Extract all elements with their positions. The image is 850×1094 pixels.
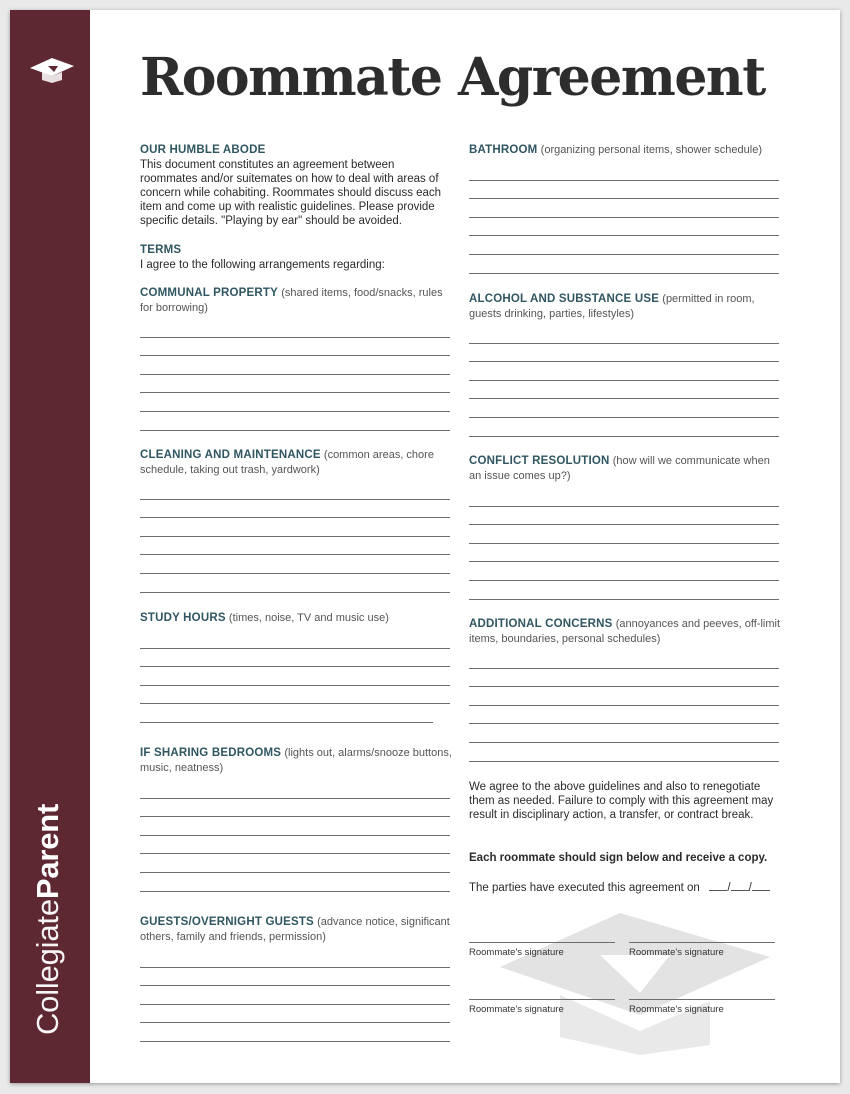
executed-text: The parties have executed this agreement on (469, 882, 700, 894)
date-month-field[interactable] (709, 880, 727, 891)
date-year-field[interactable] (752, 880, 770, 891)
additional-concerns-heading: ADDITIONAL CONCERNS (469, 618, 613, 630)
intro-section (140, 143, 452, 228)
study-hours-heading: STUDY HOURS (140, 612, 226, 624)
communal-property-heading: COMMUNAL PROPERTY (140, 287, 278, 299)
conflict-section (469, 454, 784, 483)
additional-concerns-lines[interactable] (469, 650, 779, 762)
bathroom-note: (organizing personal items, shower schedule) (540, 144, 763, 156)
guests-heading: GUESTS/OVERNIGHT GUESTS (140, 916, 314, 928)
sharing-bedrooms-lines[interactable] (140, 780, 450, 892)
sharing-bedrooms-heading: IF SHARING BEDROOMS (140, 747, 282, 759)
communal-property-lines[interactable] (140, 319, 450, 431)
intro-body: This document constitutes an agreement between roommates and/or suitemates on how to deal with areas of concern while cohabiting. Roommates should discuss each item and come up with realistic guidelines. Please provide specific details. "Playing by ear" should be avoided. (140, 158, 442, 227)
guests-note: (advance notice, significant others, family and friends, permission) (140, 916, 450, 943)
page-title: Roommate Agreement (140, 47, 765, 108)
brand-name-light: Collegiate (30, 899, 65, 1035)
guests-section (140, 915, 452, 944)
guests-lines[interactable] (140, 949, 450, 1042)
alcohol-section (469, 292, 784, 321)
signature-label-2: Roommate's signature (629, 947, 724, 958)
cleaning-heading: CLEANING AND MAINTENANCE (140, 449, 321, 461)
signature-line-1[interactable] (469, 942, 615, 943)
brand-wordmark (32, 804, 63, 1035)
sign-instruction-text: Each roommate should sign below and receive a copy. (469, 852, 768, 864)
cleaning-note: (common areas, chore schedule, taking out trash, yardwork) (140, 449, 434, 476)
cleaning-section (140, 448, 452, 477)
communal-property-section (140, 286, 452, 315)
signature-line-3[interactable] (469, 999, 615, 1000)
signature-line-2[interactable] (629, 942, 775, 943)
alcohol-note: (permitted in room, guests drinking, parties, lifestyles) (469, 293, 755, 320)
bathroom-heading: BATHROOM (469, 144, 538, 156)
intro-heading: OUR HUMBLE ABODE (140, 144, 266, 156)
signature-line-4[interactable] (629, 999, 775, 1000)
brand-logo-icon (28, 56, 76, 84)
cleaning-lines[interactable] (140, 481, 450, 593)
sign-instruction (469, 851, 787, 866)
terms-section (140, 243, 452, 272)
signature-label-3: Roommate's signature (469, 1004, 564, 1015)
conflict-lines[interactable] (469, 488, 779, 600)
brand-watermark-icon (480, 905, 780, 1055)
document-page (10, 10, 840, 1083)
study-hours-note: (times, noise, TV and music use) (228, 612, 389, 624)
conflict-note: (how will we communicate when an issue comes up?) (469, 455, 770, 482)
bathroom-lines[interactable] (469, 162, 779, 274)
sharing-bedrooms-section (140, 746, 452, 775)
alcohol-heading: ALCOHOL AND SUBSTANCE USE (469, 293, 660, 305)
alcohol-lines[interactable] (469, 325, 779, 437)
signature-label-1: Roommate's signature (469, 947, 564, 958)
brand-name-bold: Parent (30, 803, 65, 900)
date-day-field[interactable] (731, 880, 749, 891)
additional-concerns-section (469, 617, 784, 646)
date-separator: / (748, 882, 752, 894)
study-hours-lines[interactable] (140, 630, 450, 723)
date-separator: / (727, 882, 731, 894)
agreement-text: We agree to the above guidelines and also to renegotiate them as needed. Failure to comply with this agreement may result in disciplinary action, a transfer, or contract break. (469, 781, 774, 821)
sharing-bedrooms-note: (lights out, alarms/snooze buttons, music, neatness) (140, 747, 452, 774)
conflict-heading: CONFLICT RESOLUTION (469, 455, 610, 467)
communal-property-note: (shared items, food/snacks, rules for borrowing) (140, 287, 443, 314)
terms-heading: TERMS (140, 244, 182, 256)
execution-date-row (469, 880, 799, 896)
terms-body: I agree to the following arrangements regarding: (140, 258, 385, 271)
additional-concerns-note: (annoyances and peeves, off-limit items, boundaries, personal schedules) (469, 618, 780, 645)
agreement-statement (469, 780, 787, 822)
bathroom-section (469, 143, 784, 158)
signature-label-4: Roommate's signature (629, 1004, 724, 1015)
study-hours-section (140, 611, 452, 626)
brand-sidebar (10, 10, 90, 1083)
